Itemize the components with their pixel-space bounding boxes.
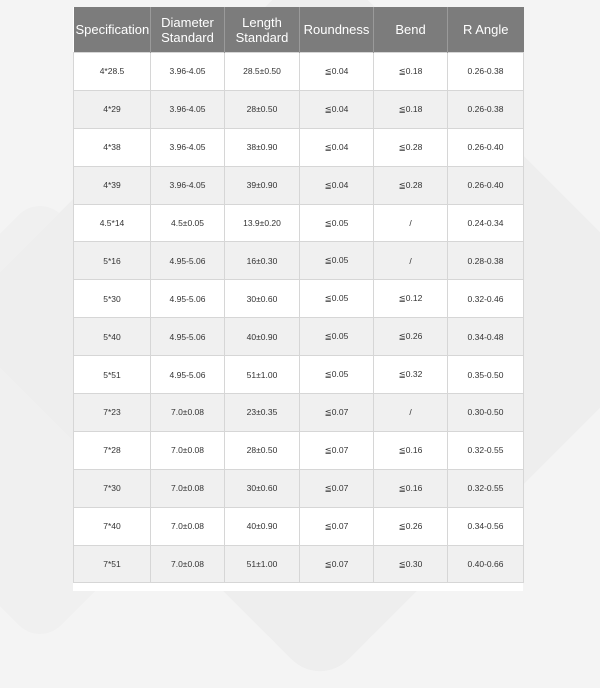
cell-diameter-standard: 3.96-4.05 — [151, 166, 225, 204]
cell-roundness: ≦0.07 — [300, 431, 374, 469]
cell-roundness: ≦0.04 — [300, 166, 374, 204]
header-bend: Bend — [374, 7, 448, 53]
cell-length-standard: 30±0.60 — [225, 469, 300, 507]
cell-specification: 7*28 — [74, 431, 151, 469]
table-row — [74, 356, 524, 394]
cell-length-standard: 28.5±0.50 — [225, 53, 300, 91]
cell-r-angle: 0.32-0.55 — [448, 469, 524, 507]
table-row — [74, 545, 524, 583]
cell-length-standard: 38±0.90 — [225, 128, 300, 166]
cell-diameter-standard: 4.95-5.06 — [151, 280, 225, 318]
cell-specification: 7*23 — [74, 394, 151, 432]
cell-specification: 5*40 — [74, 318, 151, 356]
cell-r-angle: 0.24-0.34 — [448, 204, 524, 242]
cell-diameter-standard: 3.96-4.05 — [151, 90, 225, 128]
cell-roundness: ≦0.05 — [300, 318, 374, 356]
cell-r-angle: 0.34-0.56 — [448, 507, 524, 545]
cell-bend: ≦0.26 — [374, 318, 448, 356]
cell-bend: ≦0.32 — [374, 356, 448, 394]
cell-specification: 5*51 — [74, 356, 151, 394]
cell-specification: 7*40 — [74, 507, 151, 545]
cell-r-angle: 0.32-0.46 — [448, 280, 524, 318]
cell-roundness: ≦0.07 — [300, 545, 374, 583]
cell-r-angle: 0.26-0.40 — [448, 128, 524, 166]
header-roundness: Roundness — [300, 7, 374, 53]
cell-roundness: ≦0.04 — [300, 90, 374, 128]
cell-diameter-standard: 4.95-5.06 — [151, 356, 225, 394]
cell-bend: ≦0.18 — [374, 90, 448, 128]
cell-bend: ≦0.16 — [374, 469, 448, 507]
cell-r-angle: 0.30-0.50 — [448, 394, 524, 432]
cell-bend: ≦0.16 — [374, 431, 448, 469]
table-row — [74, 166, 524, 204]
cell-length-standard: 30±0.60 — [225, 280, 300, 318]
header-row — [74, 7, 524, 53]
table-row — [74, 204, 524, 242]
cell-length-standard: 40±0.90 — [225, 318, 300, 356]
cell-r-angle: 0.40-0.66 — [448, 545, 524, 583]
cell-r-angle: 0.32-0.55 — [448, 431, 524, 469]
table-row — [74, 128, 524, 166]
cell-diameter-standard: 7.0±0.08 — [151, 507, 225, 545]
cell-diameter-standard: 3.96-4.05 — [151, 128, 225, 166]
cell-length-standard: 39±0.90 — [225, 166, 300, 204]
cell-bend: / — [374, 204, 448, 242]
cell-specification: 5*30 — [74, 280, 151, 318]
cell-specification: 7*30 — [74, 469, 151, 507]
cell-roundness: ≦0.05 — [300, 356, 374, 394]
cell-length-standard: 23±0.35 — [225, 394, 300, 432]
cell-roundness: ≦0.07 — [300, 394, 374, 432]
cell-roundness: ≦0.05 — [300, 242, 374, 280]
cell-diameter-standard: 4.95-5.06 — [151, 318, 225, 356]
cell-length-standard: 40±0.90 — [225, 507, 300, 545]
table-header — [74, 7, 524, 53]
cell-roundness: ≦0.04 — [300, 53, 374, 91]
header-diameter-standard: Diameter Standard — [151, 7, 225, 53]
table-row — [74, 469, 524, 507]
cell-specification: 4.5*14 — [74, 204, 151, 242]
cell-r-angle: 0.26-0.40 — [448, 166, 524, 204]
cell-diameter-standard: 4.95-5.06 — [151, 242, 225, 280]
cell-bend: / — [374, 394, 448, 432]
table-body — [74, 53, 524, 583]
cell-specification: 4*39 — [74, 166, 151, 204]
cell-roundness: ≦0.07 — [300, 469, 374, 507]
table-row — [74, 280, 524, 318]
table-row — [74, 242, 524, 280]
table-row — [74, 318, 524, 356]
header-r-angle: R Angle — [448, 7, 524, 53]
cell-length-standard: 13.9±0.20 — [225, 204, 300, 242]
cell-diameter-standard: 3.96-4.05 — [151, 53, 225, 91]
header-length-standard: Length Standard — [225, 7, 300, 53]
cell-diameter-standard: 7.0±0.08 — [151, 394, 225, 432]
cell-specification: 7*51 — [74, 545, 151, 583]
cell-specification: 4*38 — [74, 128, 151, 166]
cell-diameter-standard: 4.5±0.05 — [151, 204, 225, 242]
cell-bend: ≦0.30 — [374, 545, 448, 583]
cell-r-angle: 0.28-0.38 — [448, 242, 524, 280]
table-row — [74, 394, 524, 432]
cell-diameter-standard: 7.0±0.08 — [151, 545, 225, 583]
cell-r-angle: 0.26-0.38 — [448, 90, 524, 128]
cell-specification: 4*28.5 — [74, 53, 151, 91]
cell-length-standard: 51±1.00 — [225, 545, 300, 583]
cell-length-standard: 28±0.50 — [225, 90, 300, 128]
cell-bend: ≦0.28 — [374, 166, 448, 204]
cell-bend: ≦0.18 — [374, 53, 448, 91]
cell-roundness: ≦0.07 — [300, 507, 374, 545]
cell-bend: ≦0.26 — [374, 507, 448, 545]
table-row — [74, 507, 524, 545]
table-row — [74, 90, 524, 128]
cell-r-angle: 0.26-0.38 — [448, 53, 524, 91]
cell-bend: ≦0.12 — [374, 280, 448, 318]
cell-roundness: ≦0.05 — [300, 204, 374, 242]
cell-r-angle: 0.35-0.50 — [448, 356, 524, 394]
cell-length-standard: 28±0.50 — [225, 431, 300, 469]
cell-roundness: ≦0.04 — [300, 128, 374, 166]
cell-diameter-standard: 7.0±0.08 — [151, 469, 225, 507]
cell-bend: / — [374, 242, 448, 280]
cell-length-standard: 51±1.00 — [225, 356, 300, 394]
cell-specification: 4*29 — [74, 90, 151, 128]
header-specification: Specification — [74, 7, 151, 53]
spec-sheet — [73, 7, 523, 591]
cell-roundness: ≦0.05 — [300, 280, 374, 318]
table-row — [74, 53, 524, 91]
cell-specification: 5*16 — [74, 242, 151, 280]
cell-diameter-standard: 7.0±0.08 — [151, 431, 225, 469]
cell-r-angle: 0.34-0.48 — [448, 318, 524, 356]
table-row — [74, 431, 524, 469]
specification-table — [73, 7, 524, 583]
cell-bend: ≦0.28 — [374, 128, 448, 166]
cell-length-standard: 16±0.30 — [225, 242, 300, 280]
